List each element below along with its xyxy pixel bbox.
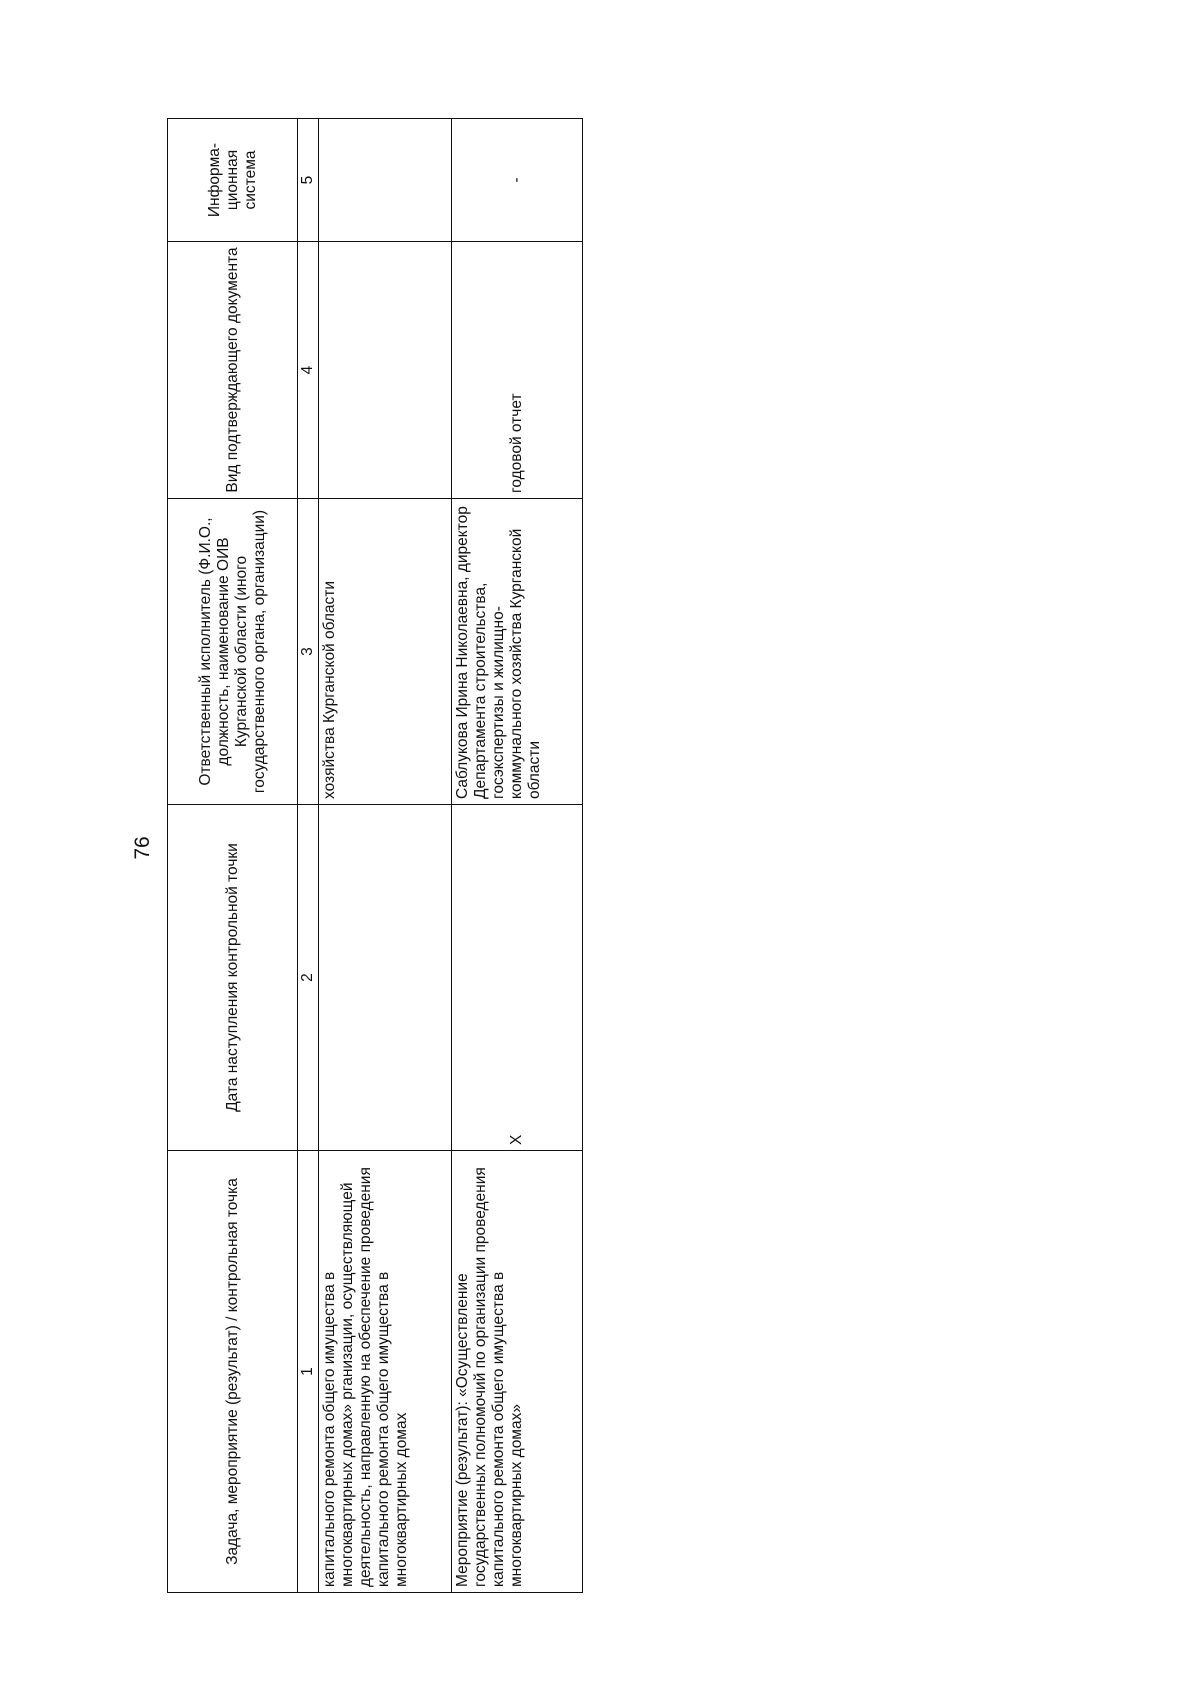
info-system-cell	[318, 119, 451, 242]
document-type-cell	[318, 242, 451, 499]
date-cell	[318, 805, 451, 1151]
document-type-cell: годовой отчет	[451, 242, 582, 499]
control-points-table	[167, 118, 583, 1593]
header-info-system: Информа-ционная система	[168, 119, 298, 242]
header-date: Дата наступления контрольной точки	[168, 805, 298, 1151]
column-number: 1	[298, 1151, 319, 1593]
header-task: Задача, мероприятие (результат) / контрольная точка	[168, 1151, 298, 1593]
header-document-type: Вид подтверждающего документа	[168, 242, 298, 499]
task-cell: Мероприятие (результат): «Осуществление государственных полномочий по организации проведения капитального ремонта общего имущества в многоквартирных домах»	[451, 1151, 582, 1593]
header-responsible: Ответственный исполнитель (Ф.И.О., должность, наименование ОИВ Курганской области (иного государственного органа, организации)	[168, 499, 298, 805]
column-number: 4	[298, 242, 319, 499]
column-number: 5	[298, 119, 319, 242]
table-row	[451, 119, 582, 1593]
header-row	[168, 119, 298, 1593]
control-points-table-wrapper	[167, 119, 583, 1593]
page-number: 76	[131, 836, 154, 860]
info-system-cell: -	[451, 119, 582, 242]
column-number: 3	[298, 499, 319, 805]
date-cell: Х	[451, 805, 582, 1151]
column-number-row	[298, 119, 319, 1593]
table-row	[318, 119, 451, 1593]
responsible-cell: хозяйства Курганской области	[318, 499, 451, 805]
column-number: 2	[298, 805, 319, 1151]
task-cell: капитального ремонта общего имущества в многоквартирных домах» рганизации, осуществляющей деятельность, направленную на обеспечение проведения капитального ремонта общего имущества в многоквартирных домах	[318, 1151, 451, 1593]
responsible-cell: Саблукова Ирина Николаевна, директор Департамента строительства, госэкспертизы и жилищно-коммунального хозяйства Курганской области	[451, 499, 582, 805]
